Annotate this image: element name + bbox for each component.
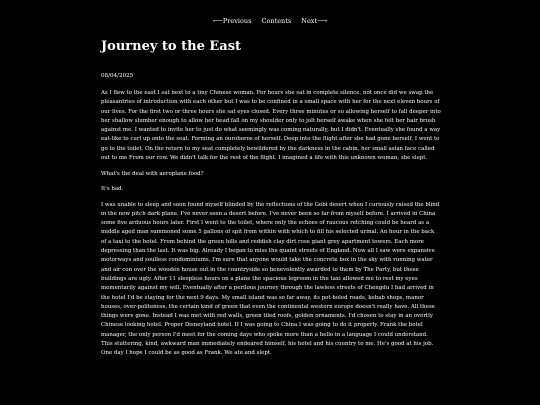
paragraph-3: It's bad. [101,186,124,193]
article-navigation [0,17,540,26]
paragraph-1: As I flew to the east I sat next to a tiny Chinese woman. For hours she sat in complete silence, not once did we swap the pleasantries of introduction with each other but I was to be confined in a small space with her for the next eleven hours of our lives. For the first two or three hours she sat eyes closed. Every three minutes or so allowing herself to fall deeper into her shallow slumber enough to allow her head fall on my shoulder only to jolt herself awake when she felt her hair brush against me. I wanted to invite her to just do what seemingly was coming naturally, but I didn't. Eventually she found a way eat-like to curl up onto the seat. Forming an ouroboros of herself. Deep into the flight after she had gone herself, I went to go to the toilet. On the return to my seat completely bewildered by the darkness in the cabin, her small asian face called out to me From our row. We didn't talk for the rest of the flight. I imagined a life with this unknown woman, she slept. [101,90,441,162]
article [101,38,441,365]
left-arrow-icon: ⟵ [212,17,223,25]
article-title: Journey to the East [101,39,242,54]
right-arrow-icon: ⟶ [317,17,328,25]
contents-link[interactable]: Contents [261,17,292,25]
next-link-label: Next [301,17,318,25]
previous-link-label: Previous [222,17,252,25]
paragraph-4: I was unable to sleep and soon found myself blinded by the reflections of the Gobi desert when I curiously raised the blind in the now pitch dark plane. I've never seen a desert before. I've never been so far from myself before. I arrived in China some five arduous hours later. First I went to the toilet, where only the echoes of raucous retching could be heard as a middle aged man summoned some 5 gallons of spit from within with which to fill his selected urinal. An hour in the back of a taxi to the hotel. From behind the green hills and reddish clay dirt rose giant grey apartment towers. Each more depressing than the last. It was big. Already I began to miss the quaint streets of England. Now all I saw were expansive motorways and soulless condominiums. I'm sure that anyone would take the concrete box in the sky with running water and air con over the wooden house out in the countryside so benevolently awarded to them by The Party, but these buildings are ugly. After 11 sleepless hours on a plane the spacious legroom in the taxi allowed me to rest my eyes momentarily against my will. Eventually after a perilous journey through the lawless streets of Chengdu I had arrived in the hotel I'd be staying for the next 9 days. My small island was so far away, its pot-holed roads, kebab shops, manor houses, over-politeness, the certain kind of green that even the continental western europe doesn't really have. All these things were gone. Instead I was met with red walls, green tiled roofs, golden ornaments. I'd chosen to stay in an overtly Chinese looking hotel. Proper Disneyland hotel. If I was going to China I was going to do it properly. Frank the hotel manager, the only person I'd meet for the coming days who spoke more than a hello in a language I could understand. This stuttering, kind, awkward man immediately endeared himself, his hotel and his country to me. He's good at his job. One day I hope I could be as good as Frank. We ate and slept. [101,201,440,357]
article-date: 08/04/2025 [101,73,134,79]
paragraph-2: What's the deal with aeroplane food? [101,170,204,177]
previous-link[interactable] [213,17,252,25]
next-link[interactable] [301,17,327,25]
